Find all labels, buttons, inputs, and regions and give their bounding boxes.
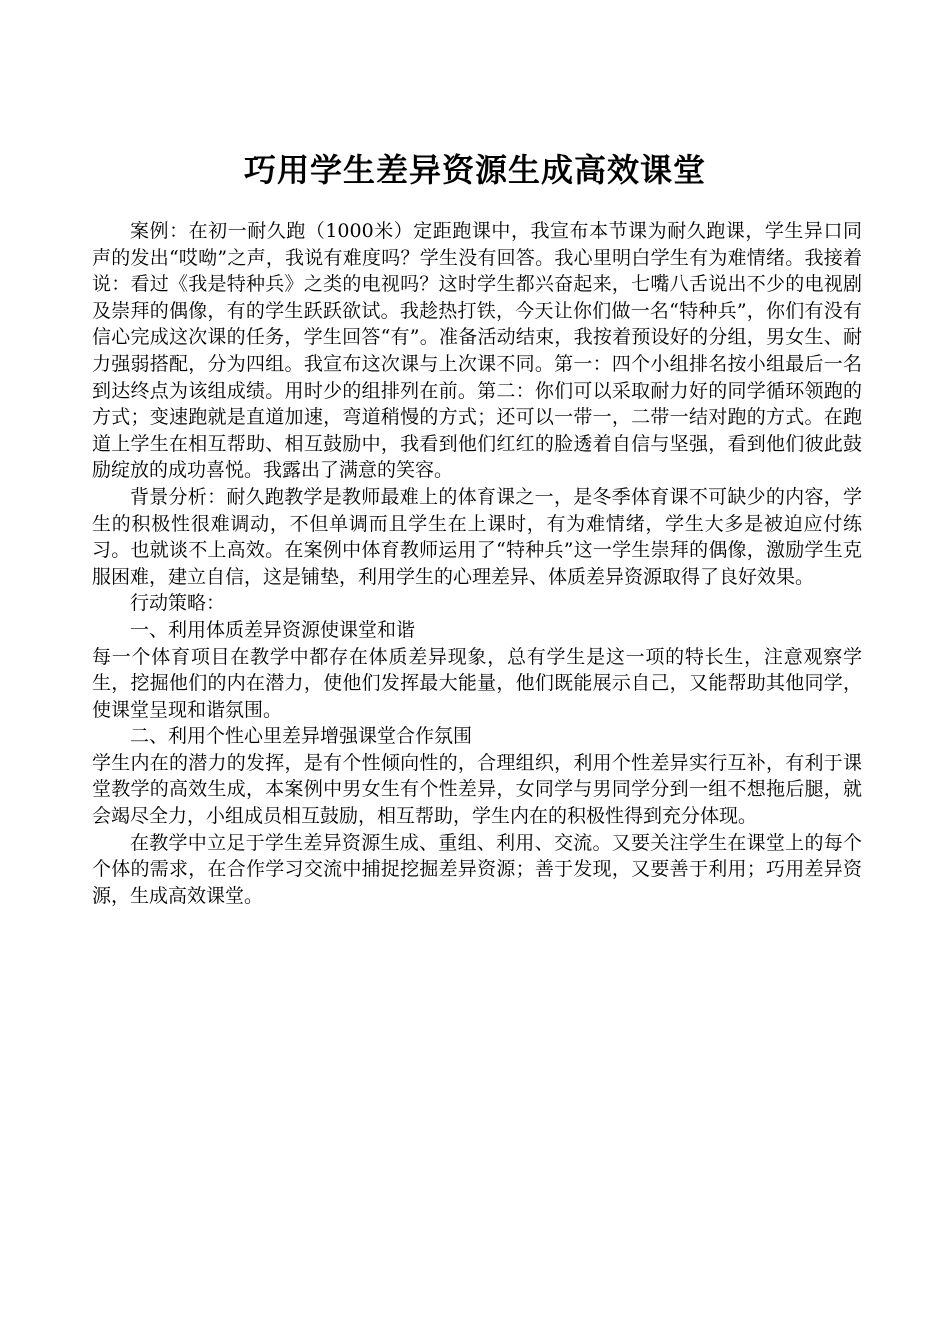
- paragraph-conclusion: 在教学中立足于学生差异资源生成、重组、利用、交流。又要关注学生在课堂上的每个个体的需求，在合作学习交流中捕捉挖掘差异资源；善于发现，又要善于利用；巧用差异资源，生成高效课堂。: [92, 831, 862, 907]
- paragraph-case: 案例：在初一耐久跑（1000米）定距跑课中，我宣布本节课为耐久跑课，学生异口同声的发出“哎呦”之声，我说有难度吗？学生没有回答。我心里明白学生有为难情绪。我接着说：看过《我是特种兵》之类的电视吗？这时学生都兴奋起来，七嘴八舌说出不少的电视剧及崇拜的偶像，有的学生跃跃欲试。我趁热打铁，今天让你们做一名“特种兵”，你们有没有信心完成这次课的任务，学生回答“有”。准备活动结束，我按着预设好的分组，男女生、耐力强弱搭配，分为四组。我宣布这次课与上次课不同。第一：四个小组排名按小组最后一名到达终点为该组成绩。用时少的组排列在前。第二：你们可以采取耐力好的同学循环领跑的方式；变速跑就是直道加速，弯道稍慢的方式；还可以一带一，二带一结对跑的方式。在跑道上学生在相互帮助、相互鼓励中，我看到他们红红的脸透着自信与坚强，看到他们彼此鼓励绽放的成功喜悦。我露出了满意的笑容。: [92, 220, 862, 482]
- paragraph-strategy-one-text: 每一个体育项目在教学中都存在体质差异现象，总有学生是这一项的特长生，注意观察学生，挖掘他们的内在潜力，使他们发挥最大能量，他们既能展示自己，又能帮助其他同学，使课堂呈现和谐氛围。: [92, 645, 862, 721]
- paragraph-action-strategy-heading: 行动策略：: [130, 592, 226, 615]
- paragraph-background-analysis: 背景分析：耐久跑教学是教师最难上的体育课之一，是冬季体育课不可缺少的内容，学生的积极性很难调动，不但单调而且学生在上课时，有为难情绪，学生大多是被迫应付练习。也就谈不上高效。在案例中体育教师运用了“特种兵”这一学生崇拜的偶像，激励学生克服困难，建立自信，这是铺垫，利用学生的心理差异、体质差异资源取得了良好效果。: [92, 485, 862, 588]
- document-body: [92, 218, 862, 909]
- paragraph-strategy-two-text: 学生内在的潜力的发挥，是有个性倾向性的，合理组织，利用个性差异实行互补，有利于课堂教学的高效生成，本案例中男女生有个性差异，女同学与男同学分到一组不想拖后腿，就会竭尽全力，小组成员相互鼓励，相互帮助，学生内在的积极性得到充分体现。: [92, 751, 862, 828]
- paragraph-strategy-one-heading: 一、利用体质差异资源使课堂和谐: [130, 618, 416, 641]
- document-title: 巧用学生差异资源生成高效课堂: [243, 151, 706, 189]
- paragraph-strategy-two-heading: 二、利用个性心里差异增强课堂合作氛围: [130, 725, 473, 748]
